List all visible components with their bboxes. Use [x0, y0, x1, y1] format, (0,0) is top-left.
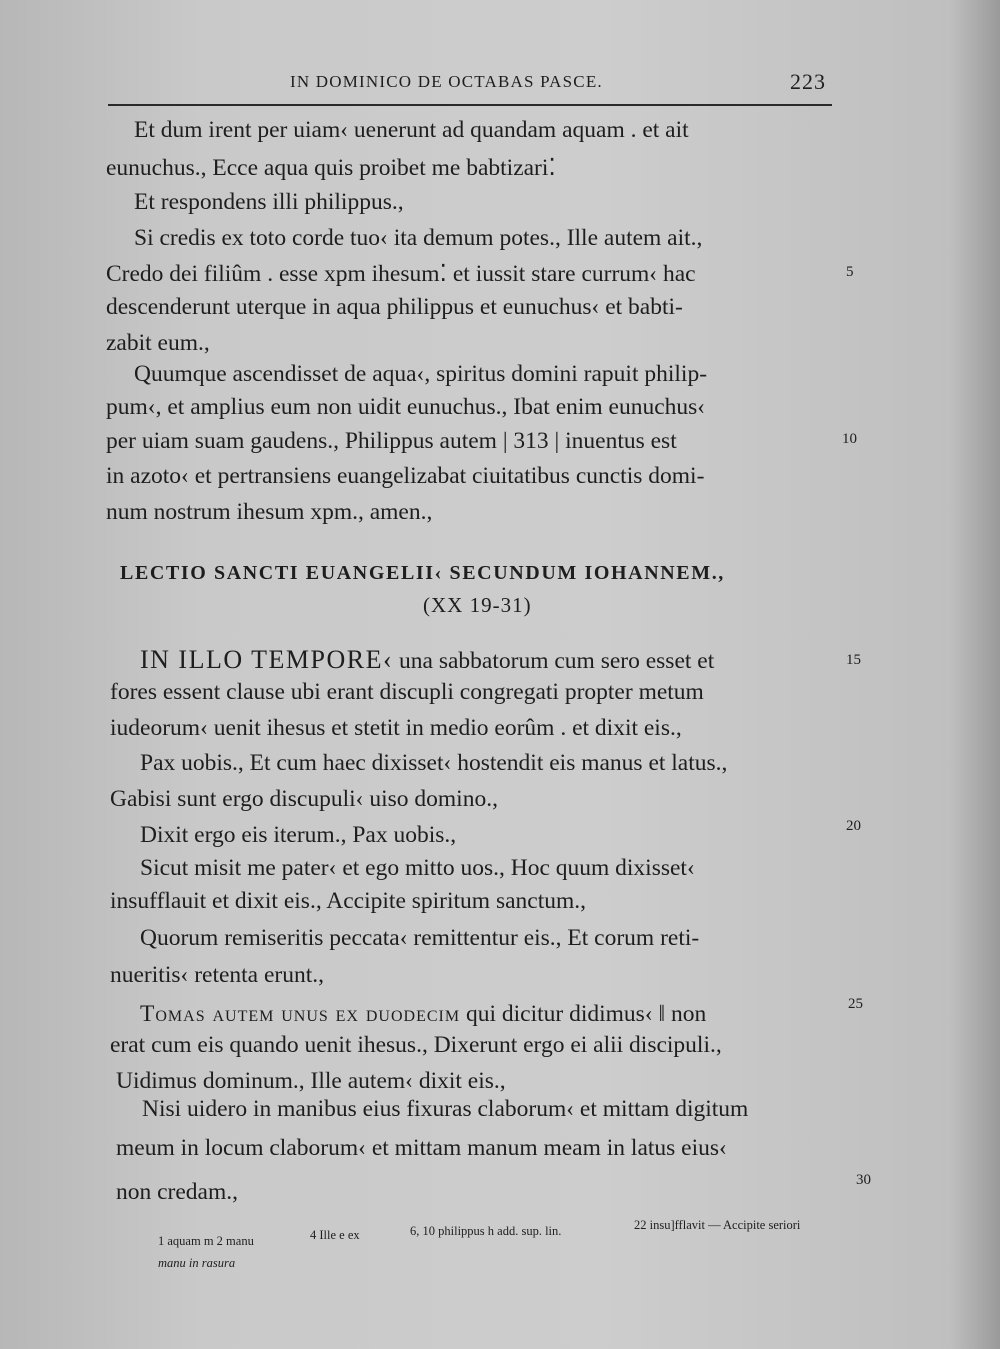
text-line: meum in locum claborum‹ et mittam manum meam in latus eius‹ [116, 1135, 727, 1161]
header-rule [108, 104, 832, 106]
text-line: descenderunt uterque in aqua philippus et eunuchus‹ et babti- [106, 294, 683, 320]
page-number: 223 [790, 69, 826, 94]
section-heading: LECTIO SANCTI EUANGELII‹ SECUNDUM IOHANNEM., [120, 562, 725, 584]
text-line: num nostrum ihesum xpm., amen., [106, 499, 433, 525]
text-line: Quorum remiseritis peccata‹ remittentur eis., Et corum reti- [140, 925, 700, 951]
text-line: Uidimus dominum., Ille autem‹ dixit eis., [116, 1068, 506, 1094]
text-line: eunuchus., Ecce aqua quis proibet me babtizari⁚ [106, 155, 556, 181]
footnote: manu in rasura [158, 1256, 236, 1270]
text-line: Pax uobis., Et cum haec dixisset‹ hostendit eis manus et latus., [140, 750, 728, 776]
text-line [140, 1001, 706, 1028]
text-line: nueritis‹ retenta erunt., [110, 962, 325, 988]
line-number: 15 [846, 652, 861, 668]
text-line: Sicut misit me pater‹ et ego mitto uos., Hoc quum dixisset‹ [140, 855, 695, 881]
text-line: insufflauit et dixit eis., Accipite spiritum sanctum., [110, 888, 587, 914]
text-line: fores essent clause ubi erant discupli congregati propter metum [110, 679, 704, 705]
text-line: zabit eum., [106, 330, 210, 356]
text-line: erat cum eis quando uenit ihesus., Dixerunt ergo ei alii discipuli., [110, 1032, 722, 1058]
text-line: Dixit ergo eis iterum., Pax uobis., [140, 822, 457, 848]
text-line: Gabisi sunt ergo discupuli‹ uiso domino., [110, 786, 498, 812]
text-line: Quumque ascendisset de aqua‹, spiritus domini rapuit philip- [134, 361, 708, 387]
footnote: 6, 10 philippus h add. sup. lin. [410, 1224, 562, 1238]
section-reference: (XX 19-31) [423, 593, 532, 617]
text-line: non credam., [116, 1179, 239, 1205]
text-line: Si credis ex toto corde tuo‹ ita demum potes., Ille autem ait., [134, 225, 703, 251]
footnote: 1 aquam m 2 manu [158, 1234, 254, 1248]
text-line [140, 645, 714, 675]
running-title: IN DOMINICO DE OCTABAS PASCE. [290, 72, 603, 91]
smallcaps-span: Tomas autem unus ex duodecim [140, 1001, 461, 1027]
text-line: Nisi uidero in manibus eius fixuras claborum‹ et mittam digitum [142, 1096, 749, 1122]
line-number: 20 [846, 818, 861, 834]
text-line: iudeorum‹ uenit ihesus et stetit in medio eorûm . et dixit eis., [110, 715, 682, 741]
text-line: Et respondens illi philippus., [134, 189, 404, 215]
text-line: Et dum irent per uiam‹ uenerunt ad quandam aquam . et ait [134, 117, 689, 143]
text-line: Credo dei filiûm . esse xpm ihesum⁚ et iussit stare currum‹ hac [106, 261, 696, 287]
text-line: per uiam suam gaudens., Philippus autem | 313 | inuentus est [106, 428, 677, 454]
text-span: una sabbatorum cum sero esset et [393, 648, 715, 674]
text-line: pum‹, et amplius eum non uidit eunuchus., Ibat enim eunuchus‹ [106, 394, 706, 420]
line-number: 5 [846, 264, 854, 280]
footnote: 4 Ille e ex [310, 1228, 360, 1242]
line-number: 25 [848, 996, 863, 1012]
footnote: 22 insu]fflavit — Accipite seriori [634, 1218, 801, 1232]
line-number: 10 [842, 431, 857, 447]
incipit-caps: IN ILLO TEMPORE‹ [140, 645, 394, 674]
text-span: qui dicitur didimus‹ ‖ non [460, 1001, 707, 1027]
text-line: in azoto‹ et pertransiens euangelizabat ciuitatibus cunctis domi- [106, 463, 705, 489]
line-number: 30 [856, 1172, 871, 1188]
